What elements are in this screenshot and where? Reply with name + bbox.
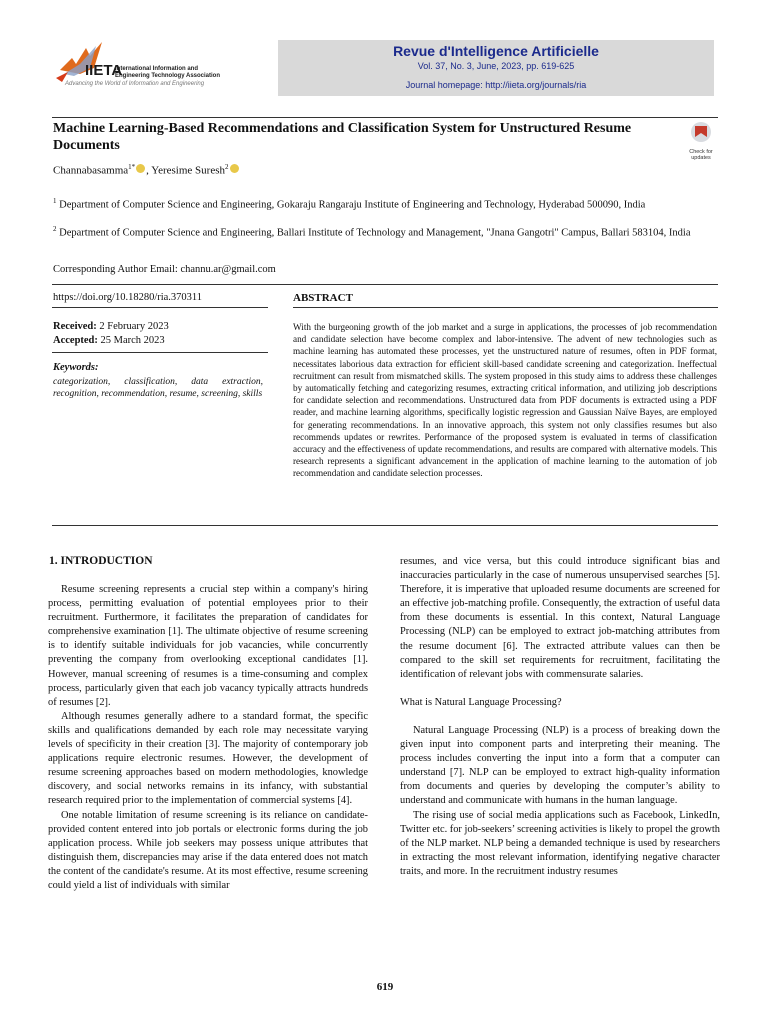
paper-title: Machine Learning-Based Recommendations and Classification System for Unstructured Resume Documents: [53, 121, 632, 153]
author-1-sup: 1*: [128, 163, 136, 171]
affiliation-2: [53, 222, 718, 241]
page-number: 619: [376, 981, 394, 993]
received-line: [53, 320, 169, 334]
logo-org-line2: Engineering Technology Association: [115, 73, 221, 79]
author-line: Channabasamma$^{1*}$ , Yeresime Suresh$^2$: [53, 163, 240, 177]
check-for-updates-badge[interactable]: [684, 120, 718, 161]
received-date: 2 February 2023: [99, 321, 169, 332]
journal-volume: Vol. 37, No. 3, June, 2023, pp. 619-625: [417, 61, 575, 71]
meta-divider-top: [52, 284, 718, 285]
left-column: [48, 583, 368, 893]
affiliation-2-sup: 2: [53, 225, 57, 233]
paragraph: Although resumes generally adhere to a standard format, the specific skills and qualifications demanded by each role may necessitate varying levels of specificity in their creation [3]. The majority of contemporary job applications require electronic resumes. However, the development of resume screening approaches based on modern methodologies, knowledge discovery, and social networks remains in its infancy, with substantial research required prior to the implementation of commercial systems [4].: [48, 710, 368, 807]
subsection-question: What is Natural Language Processing?: [400, 696, 562, 708]
title-divider: [52, 117, 718, 118]
accepted-date: 25 March 2023: [100, 335, 165, 346]
orcid-icon[interactable]: [136, 164, 145, 173]
right-column: [400, 555, 720, 879]
doi-divider: [52, 307, 268, 308]
paragraph: Resume screening represents a crucial step within a company's hiring process, permitting evaluation of potential employees prior to their recruitment. Furthermore, it facilitates the preparation of candidates for comprehensive examination [1]. The ultimate objective of resume screening is to identify suitable individuals for job vacancies, while concurrently preventing the company from overlooking exceptional candidates [1]. However, manual screening of resumes is a time-consuming and complex process, particularly given that each job vacancy typically attracts hundreds of resumes [2].: [48, 584, 368, 708]
section-1-heading: 1. INTRODUCTION: [49, 555, 153, 567]
dates-divider: [52, 352, 268, 353]
author-1: Channabasamma: [53, 164, 129, 177]
check-updates-label: Check for updates: [689, 149, 713, 161]
abstract-text: With the burgeoning growth of the job market and a surge in applications, the processes of job recommendation and candidate selection have become complex and labor-intensive. The advent of new technologies such as machine learning has automated these processes, yet the unstructured nature of resumes, often in PDF format, necessitates laborious data extraction for efficient skill-based candidate screening and categorization. Ineffectual recruitment can result from mismatched skills. The system proposed in this study aims to address these challenges by automatically fetching and categorizing resumes, extracting critical information, and utilizing job descriptions for candidate selection and recommendations. Unstructured data from PDF documents is extracted using a PDF reader, and machine learning algorithms, specifically logistic regression and Gaussian Naïve Bayes, are employed for generating recommendations. In an innovative approach, this system not only classifies resumes but also recommends updates or rewrites. Performance of the proposed system is evaluated in terms of classification accuracy and the effectiveness of update recommendations, and results are compared with alternative models. This research represents a significant advancement in the application of machine learning to the automation of job recommendation and candidate selection processes.: [293, 322, 717, 479]
doi-link[interactable]: https://doi.org/10.18280/ria.370311: [53, 292, 203, 303]
affiliation-1: [53, 194, 718, 213]
logo-wordmark: IIETA: [85, 62, 123, 79]
accepted-line: [53, 334, 169, 348]
logo-tagline: Advancing the World of Information and Engineering: [65, 81, 205, 87]
check-updates-icon: [684, 120, 718, 144]
affiliation-1-text: Department of Computer Science and Engineering, Gokaraju Rangaraju Institute of Engineering and Technology, Hyderabad 500090, India: [59, 199, 646, 211]
keywords-heading: Keywords:: [53, 362, 99, 373]
abstract-heading-divider: [293, 307, 718, 308]
paragraph: Natural Language Processing (NLP) is a process of breaking down the given input into component parts and interpreting their meaning. The process includes converting the input into a form that a computer can understand [7]. NLP can be employed to extract high-quality information from documents and queries by developing the computer’s ability to understand and communicate with humans in the human language.: [400, 724, 720, 807]
received-label: Received:: [53, 321, 97, 332]
paragraph: The rising use of social media applications such as Facebook, LinkedIn, Twitter etc. for job-seekers’ screening activities is likely to propel the growth of the NLP market. NLP being a demanded technique is used by researchers in extracting the most relevant information, identifying negative character traits, and more. In the recruitment industry resumes: [400, 809, 720, 877]
paragraph: One notable limitation of resume screening is its reliance on candidate-provided content entered into job portals or electronic forms during the job application process. While job seekers may possess unique attributes that distinguish them, discrepancies may arise if the data entered does not match the content of the candidate's resume. At its most effective, resume screening could yield a list of individuals with similar: [48, 809, 368, 891]
journal-homepage-link[interactable]: Journal homepage: http://iieta.org/journals/ria: [405, 80, 587, 90]
affiliation-1-sup: 1: [53, 197, 57, 205]
abstract-heading: ABSTRACT: [293, 292, 353, 304]
dates-block: [53, 320, 169, 348]
affiliation-2-text: Department of Computer Science and Engineering, Ballari Institute of Technology and Management, "Jnana Gangotri" Campus, Ballari 583104, India: [59, 227, 691, 239]
logo-org-name: [115, 66, 220, 80]
logo-org-line1: International Information and: [115, 66, 199, 72]
author-2-sup: 2: [225, 163, 229, 171]
keywords-list: categorization, classification, data extraction, recognition, recommendation, resume, screening, skills: [53, 377, 263, 399]
author-2: Yeresime Suresh: [151, 164, 225, 177]
accepted-label: Accepted:: [53, 335, 98, 346]
journal-title: Revue d'Intelligence Artificielle: [393, 43, 599, 59]
paragraph: resumes, and vice versa, but this could introduce significant bias and inaccuracies particularly in the case of numerous unsupervised searches [5]. Therefore, it is imperative that uploaded resume documents are screened for an effective job-matching profile. Consequently, the extraction of useful data from these documents is essential. In this context, Natural Language Processing (NLP) can be employed to extract job-matching attributes from the resume document [6]. The extracted attribute values can then be compared to the skill set requirements for recruitment, facilitating the identification of relevant jobs with commensurate salaries.: [400, 556, 720, 680]
orcid-icon[interactable]: [230, 164, 239, 173]
abstract-divider-bottom: [52, 525, 718, 526]
corresponding-author: Corresponding Author Email: channu.ar@gmail.com: [53, 264, 276, 275]
